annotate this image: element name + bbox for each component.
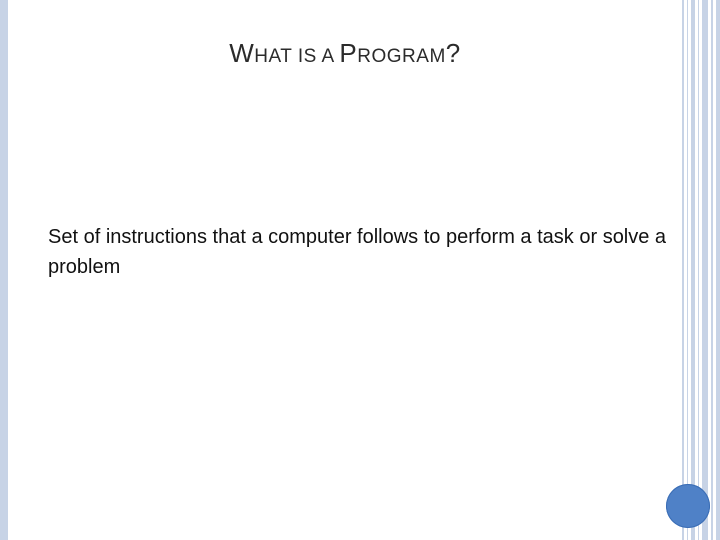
stripe bbox=[711, 0, 713, 540]
stripe bbox=[691, 0, 695, 540]
stripe bbox=[682, 0, 684, 540]
right-decorative-stripes bbox=[682, 0, 720, 540]
stripe bbox=[698, 0, 699, 540]
title-part: W bbox=[229, 38, 255, 68]
stripe bbox=[716, 0, 720, 540]
slide-title bbox=[0, 38, 690, 69]
stripe bbox=[687, 0, 688, 540]
left-decorative-bar bbox=[0, 0, 8, 540]
stripe bbox=[702, 0, 708, 540]
title-part: HAT IS A bbox=[254, 46, 340, 67]
slide-body-text: Set of instructions that a computer follows to perform a task or solve a problem bbox=[48, 226, 667, 278]
decorative-circle-icon bbox=[666, 484, 710, 528]
title-part: ROGRAM bbox=[357, 46, 446, 67]
title-part: P bbox=[339, 38, 358, 68]
title-part: ? bbox=[445, 38, 461, 68]
